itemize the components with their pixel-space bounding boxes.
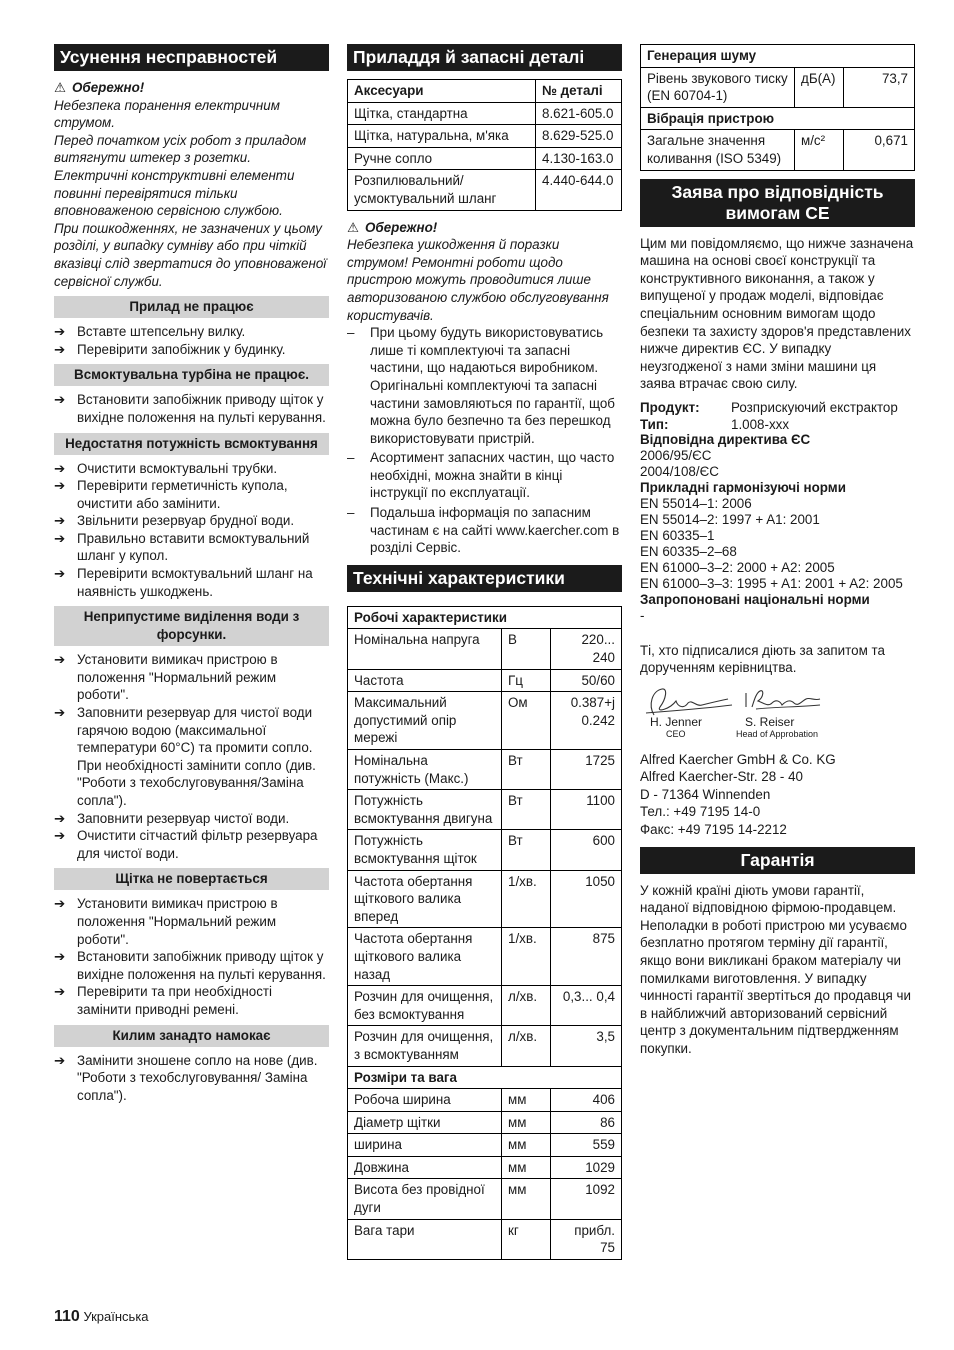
table-row: Щітка, натуральна, м'яка 8.629-525.0	[348, 125, 622, 148]
table-row: Ручне сопло 4.130-163.0	[348, 147, 622, 170]
warning-text: Небезпека ушкодження й поразки струмом! Ремонтні роботи щодо пристрою можуть проводитися лише авторизованою службою обслуговування користувачів.	[347, 237, 609, 323]
table-row: Частота обертання щіткового валика назад 1/хв. 875	[348, 928, 622, 986]
accessories-table	[347, 79, 622, 211]
step-list	[54, 651, 329, 862]
list-item: ➔ Установити вимикач пристрою в положення "Нормальний режим роботи".	[54, 896, 278, 947]
table-row: Номінальна напруга В 220... 240	[348, 629, 622, 669]
table-row: Рівень звукового тиску (EN 60704-1) дБ(A) 73,7	[641, 67, 915, 107]
declaration-column	[640, 44, 915, 1058]
list-item: ➔ Очистити сітчастий фільтр резервуара для чистої води.	[54, 828, 318, 861]
signature-jenner-image	[640, 685, 735, 719]
arrow-icon: ➔	[54, 566, 66, 582]
signer-role: CEO	[666, 728, 686, 739]
norm-item: EN 61000–3–2: 2000 + A2: 2005	[640, 559, 835, 575]
list-item: ➔ Установити вимикач пристрою в положення "Нормальний режим роботи".	[54, 652, 278, 703]
list-item: ➔ Очистити всмоктувальні трубки.	[54, 460, 278, 476]
list-item: ➔ Перевірити герметичність купола, очистити або замінити.	[54, 478, 288, 511]
list-item: ➔ Заповнити резервуар для чистої води гарячою водою (максимальної температури 60°C) та промити сопло. При необхідності замінити сопло (див. "Роботи з техобслуговування/Заміна сопла").	[54, 705, 316, 808]
table-row: Висота без провідної дуги мм 1092	[348, 1179, 622, 1219]
warning-triangle-icon: ⚠	[54, 80, 67, 95]
footer-language: Українська	[83, 1309, 149, 1324]
table-header-cell: Аксесуари	[348, 80, 536, 103]
list-item: ➔ Встановити запобіжник приводу щіток у вихідне положення на пульті керування.	[54, 949, 326, 982]
table-header-cell: № деталі	[536, 80, 622, 103]
signer-role: Head of Approbation	[736, 728, 819, 739]
troubleshooting-column	[54, 44, 329, 1106]
table-row: ширина мм 559	[348, 1134, 622, 1157]
accessories-heading: Приладдя й запасні деталі	[347, 44, 622, 71]
signature-reiser	[736, 685, 846, 739]
table-row: Максимальний допустимий опір мережі Ом 0.387+j 0.242	[348, 692, 622, 750]
list-item: – При цьому будуть використовуватись лише ті комплектуючі та запасні частини, що надаються виробником. Оригінальні комплектуючі та запасні частини замовляються по гарантії, щоб можна було безпечно та без перешкод використовувати пристрій.	[347, 325, 615, 446]
list-item: ➔ Правильно вставити всмоктувальний шланг у купол.	[54, 530, 310, 564]
table-section-row: Розміри та вага	[348, 1066, 622, 1089]
national-norms-label: Запропоновані національні норми	[640, 591, 870, 607]
warning-paragraph: Перед початком усіх робот з приладом витягнути штекер з розетки.	[54, 132, 307, 166]
noise-vibration-table	[640, 44, 915, 171]
table-row: Загальне значення коливання (ISO 5349) м/с² 0,671	[641, 130, 915, 170]
tech-specs-heading: Технічні характеристики	[347, 565, 622, 592]
norm-item: EN 55014–2: 1997 + A1: 2001	[640, 511, 820, 527]
ce-declaration-heading: Заява про відповідність вимогам CE	[640, 179, 915, 227]
arrow-icon: ➔	[54, 896, 66, 912]
arrow-icon: ➔	[54, 828, 66, 844]
arrow-icon: ➔	[54, 705, 66, 721]
address-line: Факс: +49 7195 14-2212	[640, 822, 787, 838]
table-row: Довжина мм 1029	[348, 1156, 622, 1179]
section-title: Щітка не повертається	[54, 868, 329, 890]
arrow-icon: ➔	[54, 984, 66, 1000]
address-line: Alfred Kaercher GmbH & Co. KG	[640, 751, 836, 767]
step-list	[54, 460, 329, 601]
list-item: ➔ Перевірити запобіжник у будинку.	[54, 341, 286, 357]
address-line: Тел.: +49 7195 14-0	[640, 804, 761, 820]
list-item: ➔ Заповнити резервуар чистої води.	[54, 810, 290, 826]
page-footer	[54, 1308, 149, 1326]
table-row: Частота Гц 50/60	[348, 669, 622, 692]
list-item: ➔ Звільнити резервуар брудної води.	[54, 513, 295, 529]
step-list	[54, 895, 329, 1018]
ce-declaration	[640, 235, 915, 839]
warning-triangle-icon: ⚠	[347, 219, 360, 235]
table-row: Вага тари кг прибл. 75	[348, 1219, 622, 1259]
table-row: Щітка, стандартна 8.621-605.0	[348, 102, 622, 125]
signer-name: S. Reiser	[745, 714, 795, 729]
step-list	[54, 391, 329, 426]
signatures	[640, 685, 915, 745]
arrow-icon: ➔	[54, 949, 66, 965]
spare-parts-list	[347, 324, 622, 557]
table-row: Робоча ширина мм 406	[348, 1089, 622, 1112]
troubleshooting-heading: Усунення несправностей	[54, 44, 329, 71]
warning-title-text: Обережно!	[72, 80, 145, 95]
warning-paragraph: Небезпека поранення електричним струмом.	[54, 97, 280, 131]
arrow-icon: ➔	[54, 1052, 66, 1068]
table-section-row: Генерация шуму	[641, 45, 915, 68]
arrow-icon: ➔	[54, 341, 66, 357]
list-item: ➔ Перевірити всмоктувальний шланг на наявність ушкоджень.	[54, 566, 313, 599]
signed-text: Ті, хто підписалися діють за запитом та дорученням керівництва.	[640, 642, 885, 676]
table-row: Розчин для очищення, без всмоктування л/хв. 0,3... 0,4	[348, 986, 622, 1026]
page-number: 110	[54, 1308, 80, 1325]
table-row: Частота обертання щіткового валика вперед 1/хв. 1050	[348, 870, 622, 928]
table-section-row: Вібрація пристрою	[641, 107, 915, 130]
table-row: Розпилювальний/ усмоктувальний шланг 4.440-644.0	[348, 170, 622, 210]
warning-title	[347, 219, 622, 237]
product-row: Продукт: Розприскуючий екстрактор	[640, 399, 898, 415]
warning-paragraph: При пошкодженнях, не зазначених у цьому розділі, у випадку сумніву або при чіткій вказівці слід звертатися до уповноваженої сервісної служби.	[54, 220, 327, 289]
list-item: – Подальша інформація по запасним частинам є на сайті www.kaercher.com в розділі Сервіс.	[347, 505, 620, 556]
table-header-row	[348, 80, 622, 103]
step-list	[54, 323, 329, 358]
step-list	[54, 1052, 329, 1105]
list-item: ➔ Вставте штепсельну вилку.	[54, 324, 246, 340]
table-row: Потужність всмоктування щіток Вт 600	[348, 830, 622, 870]
warning-title	[54, 79, 329, 97]
signature-reiser-image	[742, 685, 822, 715]
company-address	[640, 751, 915, 839]
tech-specs-table	[347, 606, 622, 1260]
address-line: D - 71364 Winnenden	[640, 786, 771, 802]
arrow-icon: ➔	[54, 460, 66, 476]
warranty-text: У кожній країні діють умови гарантії, наданої відповідною фірмою-продавцем. Неполадки в роботі пристрою ми усуваємо безплатно протягом терміну дії гарантії, якщо вони викликані браком матеріалу чи помилками виготовлення. У випадку чинності гарантії звертіться до продавця чи в найближчий авторизований сервісний центр з документальним підтвердженням покупки.	[640, 882, 911, 1056]
table-row: Діаметр щітки мм 86	[348, 1111, 622, 1134]
arrow-icon: ➔	[54, 530, 66, 546]
list-item: ➔ Перевірити та при необхідності замінити приводні ремені.	[54, 984, 273, 1017]
warranty-heading: Гарантія	[640, 847, 915, 874]
section-title: Килим занадто намокає	[54, 1025, 329, 1047]
warning-paragraph: Електричні конструктивні елементи повинні перевірятися тільки вповноваженою сервісною службою.	[54, 167, 295, 219]
norm-item: EN 60335–1	[640, 527, 715, 543]
arrow-icon: ➔	[54, 324, 66, 340]
norm-item: EN 60335–2–68	[640, 543, 737, 559]
list-item: ➔ Замінити зношене сопло на нове (див. "Роботи з техобслуговування/ Заміна сопла").	[54, 1052, 318, 1103]
accessories-column	[347, 44, 622, 1260]
table-row: Номінальна потужність (Макс.) Вт 1725	[348, 750, 622, 790]
list-item: – Асортимент запасних частин, що часто необхідні, можна знайти в кінці інструкції по експлуатації.	[347, 450, 615, 501]
table-row: Розчин для очищення, з всмоктуванням л/хв. 3,5	[348, 1026, 622, 1066]
arrow-icon: ➔	[54, 810, 66, 826]
declaration-text: Цим ми повідомляємо, що нижче зазначена машина на основі своєї конструкції та конструктивного виконання, а також у випущеної у продаж моделі, відповідає спеціальним основним вимогам щодо безпеки та захисту здоров'я представлених нижче директив ЄС. У випадку неузгодженої з нами зміни машини ця заява втрачає свою силу.	[640, 235, 914, 392]
arrow-icon: ➔	[54, 392, 66, 408]
address-line: Alfred Kaercher-Str. 28 - 40	[640, 769, 803, 785]
directive-label: Відповідна директива ЄС	[640, 431, 811, 447]
section-title: Неприпустиме виділення води з форсунки.	[54, 606, 329, 646]
section-title: Прилад не працює	[54, 296, 329, 318]
list-item: ➔ Встановити запобіжник приводу щіток у вихідне положення на пульті керування.	[54, 392, 326, 425]
warning-title-text: Обережно!	[365, 219, 438, 235]
norm-item: EN 55014–1: 2006	[640, 495, 752, 511]
type-row: Тип: 1.008-xxx	[640, 416, 790, 432]
table-row: Потужність всмоктування двигуна Вт 1100	[348, 790, 622, 830]
table-section-row: Робочі характеристики	[348, 606, 622, 629]
norm-item: EN 61000–3–3: 1995 + A1: 2001 + A2: 2005	[640, 575, 903, 591]
directive-item: 2006/95/ЄС	[640, 447, 712, 463]
national-norms-value: -	[640, 607, 645, 623]
directive-item: 2004/108/ЄС	[640, 463, 719, 479]
signature-jenner	[640, 685, 735, 739]
norms-label: Прикладні гармонізуючі норми	[640, 479, 846, 495]
arrow-icon: ➔	[54, 652, 66, 668]
arrow-icon: ➔	[54, 513, 66, 529]
warning-text	[54, 97, 329, 291]
section-title: Всмоктувальна турбіна не працює.	[54, 364, 329, 386]
arrow-icon: ➔	[54, 478, 66, 494]
section-title: Недостатня потужність всмоктування	[54, 433, 329, 455]
signer-name: H. Jenner	[650, 714, 703, 729]
